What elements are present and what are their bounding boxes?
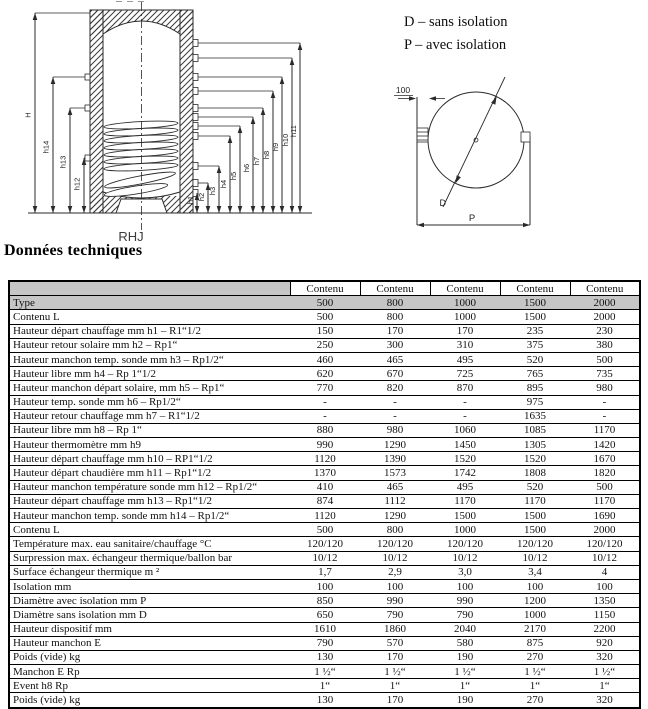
row-label: Surface échangeur thermique m ²	[9, 565, 290, 579]
table-row	[9, 338, 640, 352]
dim-label: h11	[289, 125, 298, 137]
row-value: 320	[570, 650, 640, 664]
nozzle-tab	[193, 40, 198, 47]
row-label: Hauteur départ chauffage mm h13 – Rp1“1/2	[9, 494, 290, 508]
row-value: 1690	[570, 509, 640, 523]
row-value: 570	[360, 636, 430, 650]
row-value: 4	[570, 565, 640, 579]
dim-label: h3	[208, 186, 217, 196]
dim-label: h4	[219, 179, 228, 189]
nozzle-tab	[193, 74, 198, 81]
table-row	[9, 622, 640, 636]
top-view-diagram	[394, 77, 530, 227]
arrowhead-down-icon	[51, 206, 56, 213]
table-header-row	[9, 281, 640, 296]
table-row	[9, 466, 640, 480]
row-value: 10/12	[500, 551, 570, 565]
arrowhead-down-icon	[82, 206, 87, 213]
row-value: 1085	[500, 423, 570, 437]
header-empty-cell	[9, 281, 290, 296]
row-value: 1000	[430, 310, 500, 324]
row-value: 100	[570, 579, 640, 593]
row-value: 1500	[500, 310, 570, 324]
row-value: 800	[360, 523, 430, 537]
arrowhead-down-icon	[195, 206, 200, 213]
row-value: -	[290, 409, 360, 423]
row-value: 100	[290, 579, 360, 593]
row-value: 1170	[570, 494, 640, 508]
row-value: 920	[570, 636, 640, 650]
tank-model-label: RHJ	[118, 229, 144, 244]
row-value: -	[430, 409, 500, 423]
row-value: 2000	[570, 523, 640, 537]
row-value: 520	[500, 352, 570, 366]
row-value: 1200	[500, 594, 570, 608]
technical-drawing	[0, 0, 648, 272]
row-value: 1170	[500, 494, 570, 508]
row-value: 1820	[570, 466, 640, 480]
row-value: 870	[430, 381, 500, 395]
table-row	[9, 409, 640, 423]
row-value: 1808	[500, 466, 570, 480]
row-value: 1“	[500, 679, 570, 693]
row-value: 150	[290, 324, 360, 338]
row-value: 1370	[290, 466, 360, 480]
table-row	[9, 367, 640, 381]
row-value: 460	[290, 352, 360, 366]
row-value: 3,0	[430, 565, 500, 579]
row-value: 130	[290, 693, 360, 708]
table-row	[9, 665, 640, 679]
table-row	[9, 537, 640, 551]
row-value: 650	[290, 608, 360, 622]
row-value: 170	[360, 693, 430, 708]
arrowhead-down-icon	[238, 206, 243, 213]
row-value: 10/12	[290, 551, 360, 565]
dim-label: h1	[186, 195, 195, 205]
insulation-dim-label: 100	[395, 85, 411, 95]
row-value: 1150	[570, 608, 640, 622]
row-value: 1,7	[290, 565, 360, 579]
row-label: Hauteur départ chauffage mm h1 – R1“1/2	[9, 324, 290, 338]
dim-label: h5	[229, 171, 238, 181]
row-value: 270	[500, 650, 570, 664]
row-value: 1 ½“	[570, 665, 640, 679]
row-label: Hauteur départ chauffage mm h10 – RP1“1/2	[9, 452, 290, 466]
row-value: 1170	[570, 423, 640, 437]
row-value: 100	[500, 579, 570, 593]
row-value: 120/120	[290, 537, 360, 551]
row-value: 2200	[570, 622, 640, 636]
table-row	[9, 494, 640, 508]
tank-top-circle	[428, 92, 524, 188]
dim-label: h12	[72, 177, 82, 191]
row-value: 1060	[430, 423, 500, 437]
nozzle-tab	[85, 105, 90, 111]
row-value: 2000	[570, 310, 640, 324]
row-label: Hauteur libre mm h8 – Rp 1“	[9, 423, 290, 437]
row-label: Hauteur temp. sonde mm h6 – Rp1/2“	[9, 395, 290, 409]
row-value: 3,4	[500, 565, 570, 579]
arrowhead-up-icon	[298, 43, 303, 50]
arrowhead-down-icon	[261, 206, 266, 213]
row-value: 100	[430, 579, 500, 593]
dim-label: h6	[242, 163, 251, 173]
row-value: 620	[290, 367, 360, 381]
row-value: 1573	[360, 466, 430, 480]
table-row	[9, 381, 640, 395]
dim-label: h7	[252, 156, 261, 166]
table-row	[9, 296, 640, 310]
arrowhead-up-icon	[51, 77, 56, 84]
row-value: 1290	[360, 438, 430, 452]
row-value: 1390	[360, 452, 430, 466]
row-value: 465	[360, 352, 430, 366]
table-row	[9, 608, 640, 622]
arrowhead-up-icon	[238, 126, 243, 133]
row-value: 1500	[500, 296, 570, 310]
header-col-3: Contenu	[430, 281, 500, 296]
row-value: 310	[430, 338, 500, 352]
dim-label: h14	[41, 140, 51, 154]
legend-line-d: D – sans isolation	[404, 14, 508, 30]
arrowhead-down-icon	[280, 206, 285, 213]
row-value: 170	[360, 324, 430, 338]
row-value: -	[360, 409, 430, 423]
table-row	[9, 693, 640, 708]
row-value: 990	[290, 438, 360, 452]
row-value: 1742	[430, 466, 500, 480]
row-value: 10/12	[430, 551, 500, 565]
row-label: Hauteur manchon temp. sonde mm h14 – Rp1/2“	[9, 509, 290, 523]
arrowhead-down-icon	[217, 206, 222, 213]
row-value: 1 ½“	[360, 665, 430, 679]
row-value: 765	[500, 367, 570, 381]
diameter-d-label: D	[439, 198, 446, 208]
row-value: 500	[570, 352, 640, 366]
row-value: 990	[360, 594, 430, 608]
table-row	[9, 395, 640, 409]
row-value: 1120	[290, 452, 360, 466]
arrowhead-up-icon	[251, 117, 256, 124]
nozzle-tab	[193, 180, 198, 187]
arrowhead-down-icon	[251, 206, 256, 213]
row-value: 120/120	[570, 537, 640, 551]
row-value: -	[360, 395, 430, 409]
row-value: 580	[430, 636, 500, 650]
row-value: 500	[290, 310, 360, 324]
row-value: 190	[430, 650, 500, 664]
row-value: 770	[290, 381, 360, 395]
row-value: 2,9	[360, 565, 430, 579]
row-value: 320	[570, 693, 640, 708]
dim-label: h13	[58, 155, 68, 169]
row-label: Manchon E Rp	[9, 665, 290, 679]
row-label: Type	[9, 296, 290, 310]
arrowhead-up-icon	[33, 13, 38, 20]
row-value: 520	[500, 480, 570, 494]
row-value: 170	[360, 650, 430, 664]
arrowhead-down-icon	[68, 206, 73, 213]
row-value: 2000	[570, 296, 640, 310]
row-value: 375	[500, 338, 570, 352]
row-value: 2040	[430, 622, 500, 636]
row-label: Contenu L	[9, 523, 290, 537]
row-value: 790	[430, 608, 500, 622]
table-row	[9, 636, 640, 650]
table-row	[9, 579, 640, 593]
row-value: 100	[360, 579, 430, 593]
nozzle-tab	[193, 88, 198, 95]
row-value: 1112	[360, 494, 430, 508]
row-value: 235	[500, 324, 570, 338]
header-col-2: Contenu	[360, 281, 430, 296]
row-label: Diamètre sans isolation mm D	[9, 608, 290, 622]
isolation-legend	[404, 11, 508, 57]
row-value: 1 ½“	[500, 665, 570, 679]
row-value: 250	[290, 338, 360, 352]
row-value: 790	[360, 608, 430, 622]
row-value: -	[570, 395, 640, 409]
row-value: 850	[290, 594, 360, 608]
row-value: 380	[570, 338, 640, 352]
row-value: 670	[360, 367, 430, 381]
row-value: -	[430, 395, 500, 409]
row-label: Hauteur thermomètre mm h9	[9, 438, 290, 452]
row-value: 1“	[360, 679, 430, 693]
table-row	[9, 324, 640, 338]
row-value: 1860	[360, 622, 430, 636]
row-value: 10/12	[360, 551, 430, 565]
table-row	[9, 650, 640, 664]
dim-label: h9	[271, 142, 280, 152]
tech-data-table	[8, 280, 641, 709]
nozzle-tab	[193, 123, 198, 130]
row-value: 230	[570, 324, 640, 338]
row-value: 1500	[500, 523, 570, 537]
row-label: Contenu L	[9, 310, 290, 324]
row-value: 895	[500, 381, 570, 395]
row-value: 874	[290, 494, 360, 508]
arrowhead-down-icon	[271, 206, 276, 213]
row-value: 120/120	[500, 537, 570, 551]
row-value: 500	[570, 480, 640, 494]
row-value: 1 ½“	[430, 665, 500, 679]
page-title: Données techniques	[4, 242, 143, 259]
row-value: 1290	[360, 509, 430, 523]
row-value: 1000	[500, 608, 570, 622]
row-label: Température max. eau sanitaire/chauffage °C	[9, 537, 290, 551]
row-value: 735	[570, 367, 640, 381]
table-row	[9, 438, 640, 452]
row-value: 500	[290, 523, 360, 537]
table-row	[9, 523, 640, 537]
row-value: 1670	[570, 452, 640, 466]
row-value: 990	[430, 594, 500, 608]
table-row	[9, 509, 640, 523]
arrowhead-up-icon	[280, 77, 285, 84]
row-label: Hauteur manchon E	[9, 636, 290, 650]
row-value: 1610	[290, 622, 360, 636]
row-label: Hauteur manchon temp. sonde mm h3 – Rp1/2“	[9, 352, 290, 366]
table-row	[9, 551, 640, 565]
dim-label: h8	[262, 150, 271, 160]
tech-table-body	[9, 296, 640, 708]
row-value: 980	[360, 423, 430, 437]
nozzle-tab	[193, 163, 198, 170]
row-value: 980	[570, 381, 640, 395]
row-label: Hauteur départ chaudière mm h11 – Rp1“1/2	[9, 466, 290, 480]
row-value: 190	[430, 693, 500, 708]
row-value: 1500	[500, 509, 570, 523]
row-value: 1520	[500, 452, 570, 466]
row-value: 1“	[290, 679, 360, 693]
row-label: Hauteur manchon température sonde mm h12 – Rp1/2“	[9, 480, 290, 494]
row-value: 2170	[500, 622, 570, 636]
header-col-5: Contenu	[570, 281, 640, 296]
nozzle-tab	[85, 74, 90, 80]
row-value: 1170	[430, 494, 500, 508]
row-value: 1450	[430, 438, 500, 452]
table-row	[9, 565, 640, 579]
arrowhead-up-icon	[68, 108, 73, 115]
nozzle-tab	[85, 155, 90, 161]
row-value: -	[570, 409, 640, 423]
row-value: 1“	[430, 679, 500, 693]
table-row	[9, 423, 640, 437]
nozzle-tab	[193, 133, 198, 140]
dim-label: h10	[281, 133, 290, 147]
row-label: Hauteur retour solaire mm h2 – Rp1“	[9, 338, 290, 352]
row-value: 1000	[430, 296, 500, 310]
table-row	[9, 480, 640, 494]
row-value: 1305	[500, 438, 570, 452]
row-label: Hauteur dispositif mm	[9, 622, 290, 636]
header-col-4: Contenu	[500, 281, 570, 296]
row-value: 130	[290, 650, 360, 664]
row-value: 170	[430, 324, 500, 338]
row-value: 1 ½“	[290, 665, 360, 679]
arrowhead-down-icon	[298, 206, 303, 213]
row-value: 1000	[430, 523, 500, 537]
row-value: 820	[360, 381, 430, 395]
row-label: Event h8 Rp	[9, 679, 290, 693]
table-row	[9, 594, 640, 608]
row-value: 120/120	[360, 537, 430, 551]
row-value: 500	[290, 296, 360, 310]
arrowhead-down-icon	[33, 206, 38, 213]
row-label: Hauteur retour chauffage mm h7 – R1“1/2	[9, 409, 290, 423]
row-value: 410	[290, 480, 360, 494]
row-value: 1350	[570, 594, 640, 608]
row-label: Poids (vide) kg	[9, 693, 290, 708]
row-value: 800	[360, 310, 430, 324]
row-value: 1500	[430, 509, 500, 523]
nozzle-tab	[193, 105, 198, 112]
row-value: 880	[290, 423, 360, 437]
nozzle-tab	[193, 114, 198, 121]
row-value: 975	[500, 395, 570, 409]
row-value: 120/120	[430, 537, 500, 551]
row-value: 300	[360, 338, 430, 352]
table-row	[9, 679, 640, 693]
row-value: 875	[500, 636, 570, 650]
row-value: 800	[360, 296, 430, 310]
row-value: 10/12	[570, 551, 640, 565]
arrowhead-up-icon	[217, 166, 222, 173]
row-value: 495	[430, 352, 500, 366]
outer-p-label: P	[468, 213, 476, 224]
arrowhead-down-icon	[206, 206, 211, 213]
row-value: -	[290, 395, 360, 409]
row-value: 1“	[570, 679, 640, 693]
row-label: Isolation mm	[9, 579, 290, 593]
dim-label: H	[23, 112, 33, 118]
row-label: Poids (vide) kg	[9, 650, 290, 664]
arrowhead-down-icon	[290, 206, 295, 213]
legend-line-p: P – avec isolation	[404, 37, 507, 53]
table-row	[9, 352, 640, 366]
row-value: 1420	[570, 438, 640, 452]
row-value: 270	[500, 693, 570, 708]
row-value: 1120	[290, 509, 360, 523]
row-label: Hauteur manchon départ solaire, mm h5 – Rp1“	[9, 381, 290, 395]
row-value: 465	[360, 480, 430, 494]
table-row	[9, 452, 640, 466]
row-value: 1520	[430, 452, 500, 466]
row-value: 725	[430, 367, 500, 381]
dim-label: h2	[197, 192, 206, 202]
row-value: 1635	[500, 409, 570, 423]
row-value: 790	[290, 636, 360, 650]
arrowhead-down-icon	[228, 206, 233, 213]
table-row	[9, 310, 640, 324]
row-value: 495	[430, 480, 500, 494]
arrowhead-up-icon	[290, 58, 295, 65]
arrowhead-up-icon	[271, 91, 276, 98]
row-label: Hauteur libre mm h4 – Rp 1“1/2	[9, 367, 290, 381]
row-label: Surpression max. échangeur thermique/ballon bar	[9, 551, 290, 565]
arrowhead-up-icon	[228, 136, 233, 143]
row-label: Diamètre avec isolation mm P	[9, 594, 290, 608]
arrowhead-up-icon	[261, 108, 266, 115]
nozzle-tab	[193, 55, 198, 62]
tank-section-diagram	[28, 2, 312, 231]
header-col-1: Contenu	[290, 281, 360, 296]
